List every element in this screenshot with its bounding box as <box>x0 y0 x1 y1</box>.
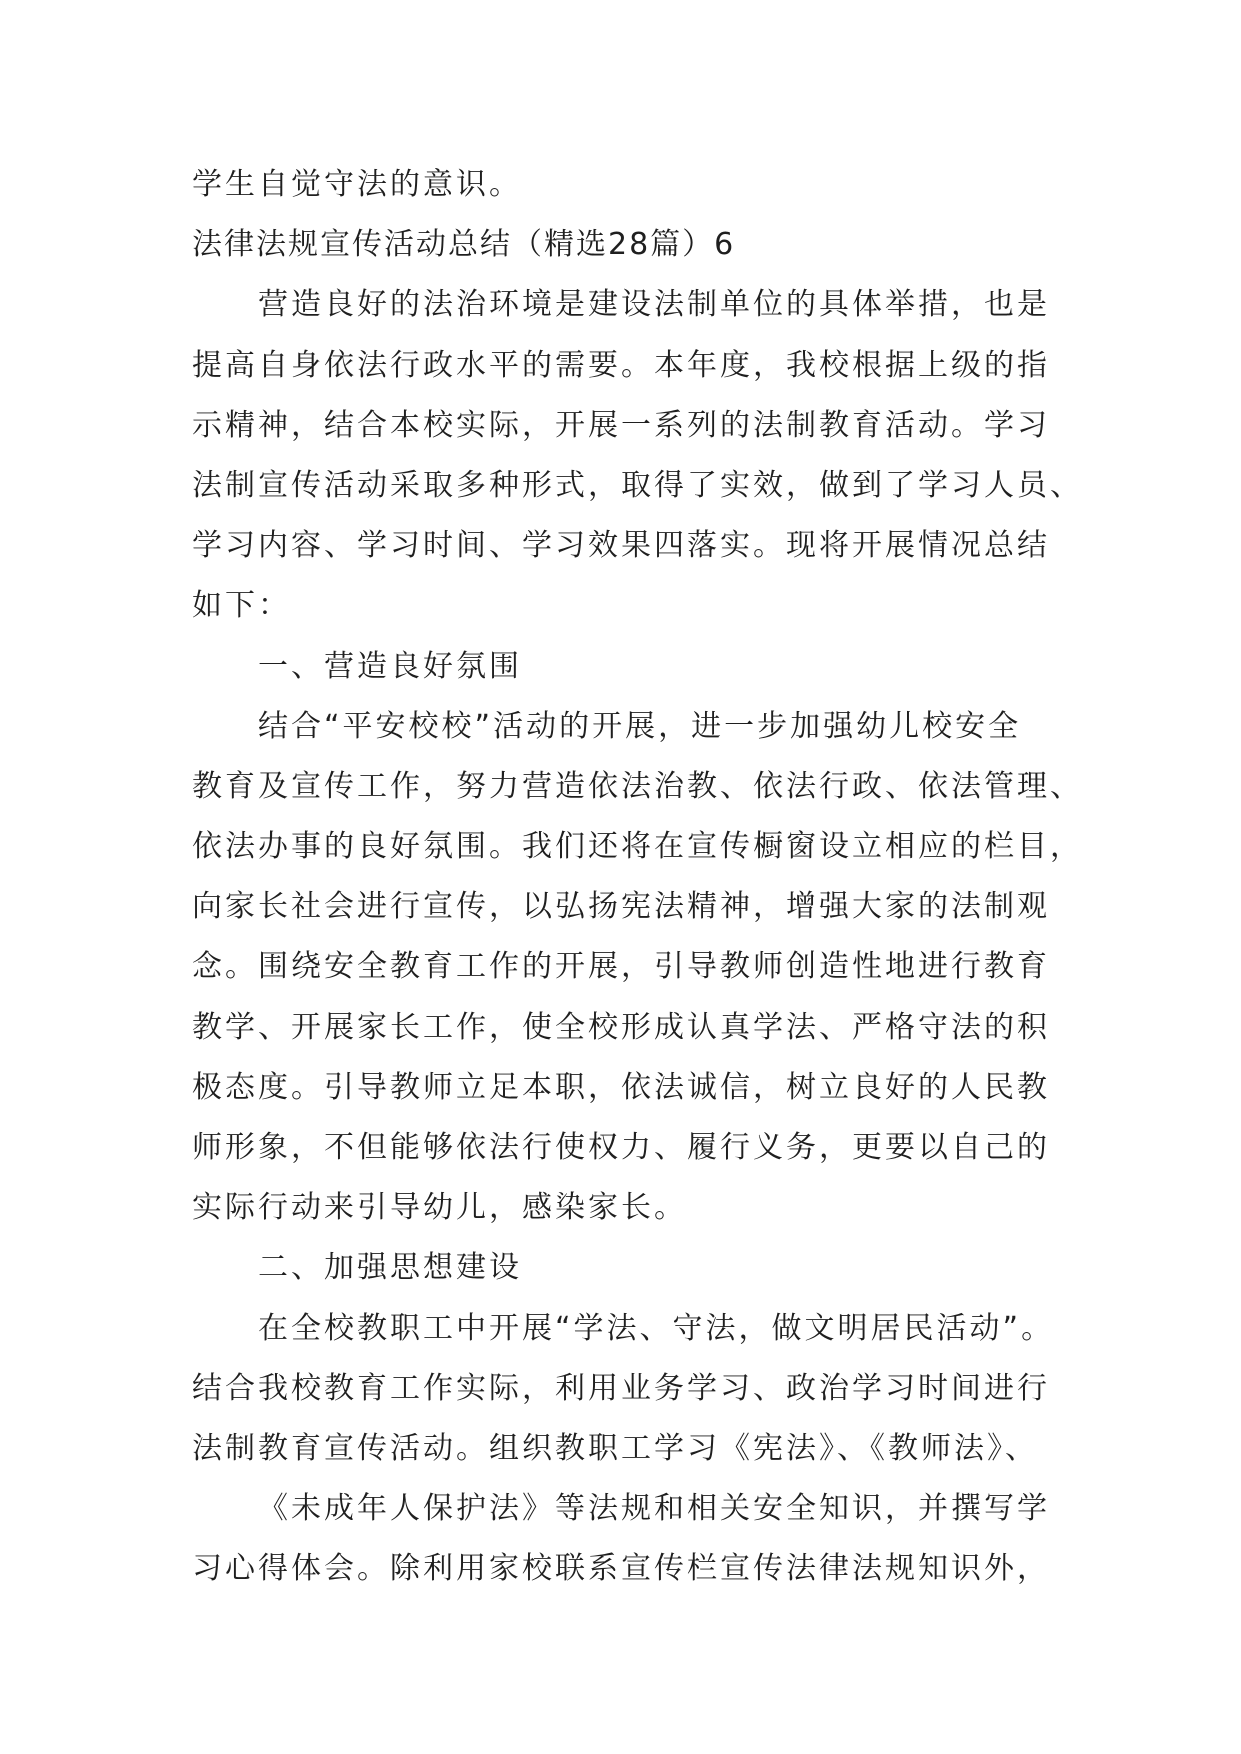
text-line: 学习内容、学习时间、学习效果四落实。现将开展情况总结 <box>192 528 1050 564</box>
text-line: 向家长社会进行宣传，以弘扬宪法精神，增强大家的法制观 <box>192 889 1050 925</box>
text-line: 学生自觉守法的意识。 <box>192 167 522 202</box>
text-line: 依法办事的良好氛围。我们还将在宣传橱窗设立相应的栏目， <box>192 829 1083 865</box>
subheading: 一、营造良好氛围 <box>258 648 522 684</box>
text-line: 实际行动来引导幼儿，感染家长。 <box>192 1190 687 1226</box>
text-line: 习心得体会。除利用家校联系宣传栏宣传法律法规知识外， <box>192 1551 1050 1587</box>
subheading: 二、加强思想建设 <box>258 1250 522 1286</box>
text-line: 《未成年人保护法》等法规和相关安全知识，并撰写学 <box>258 1491 1050 1527</box>
text-line: 结合“平安校校”活动的开展，进一步加强幼儿校安全 <box>258 708 1022 744</box>
text-line: 如下： <box>192 588 291 624</box>
text-line: 营造良好的法治环境是建设法制单位的具体举措，也是 <box>258 287 1050 323</box>
text-line: 在全校教职工中开展“学法、守法，做文明居民活动”。 <box>258 1310 1055 1346</box>
text-line: 示精神，结合本校实际，开展一系列的法制教育活动。学习 <box>192 407 1050 443</box>
text-line: 师形象，不但能够依法行使权力、履行义务，更要以自己的 <box>192 1130 1050 1165</box>
text-line: 法制宣传活动采取多种形式，取得了实效，做到了学习人员、 <box>192 467 1083 503</box>
text-line: 教学、开展家长工作，使全校形成认真学法、严格守法的积 <box>192 1009 1050 1045</box>
document-body <box>192 155 1083 1600</box>
text-line: 法制教育宣传活动。组织教职工学习《宪法》、《教师法》、 <box>192 1430 1038 1466</box>
text-line: 念。围绕安全教育工作的开展，引导教师创造性地进行教育 <box>192 949 1050 985</box>
section-title: 法律法规宣传活动总结（精选28篇）6 <box>192 227 736 263</box>
text-line: 提高自身依法行政水平的需要。本年度，我校根据上级的指 <box>192 347 1050 383</box>
text-line: 教育及宣传工作，努力营造依法治教、依法行政、依法管理、 <box>192 768 1083 804</box>
text-line: 结合我校教育工作实际，利用业务学习、政治学习时间进行 <box>192 1370 1050 1406</box>
text-line: 极态度。引导教师立足本职，依法诚信，树立良好的人民教 <box>192 1069 1050 1105</box>
